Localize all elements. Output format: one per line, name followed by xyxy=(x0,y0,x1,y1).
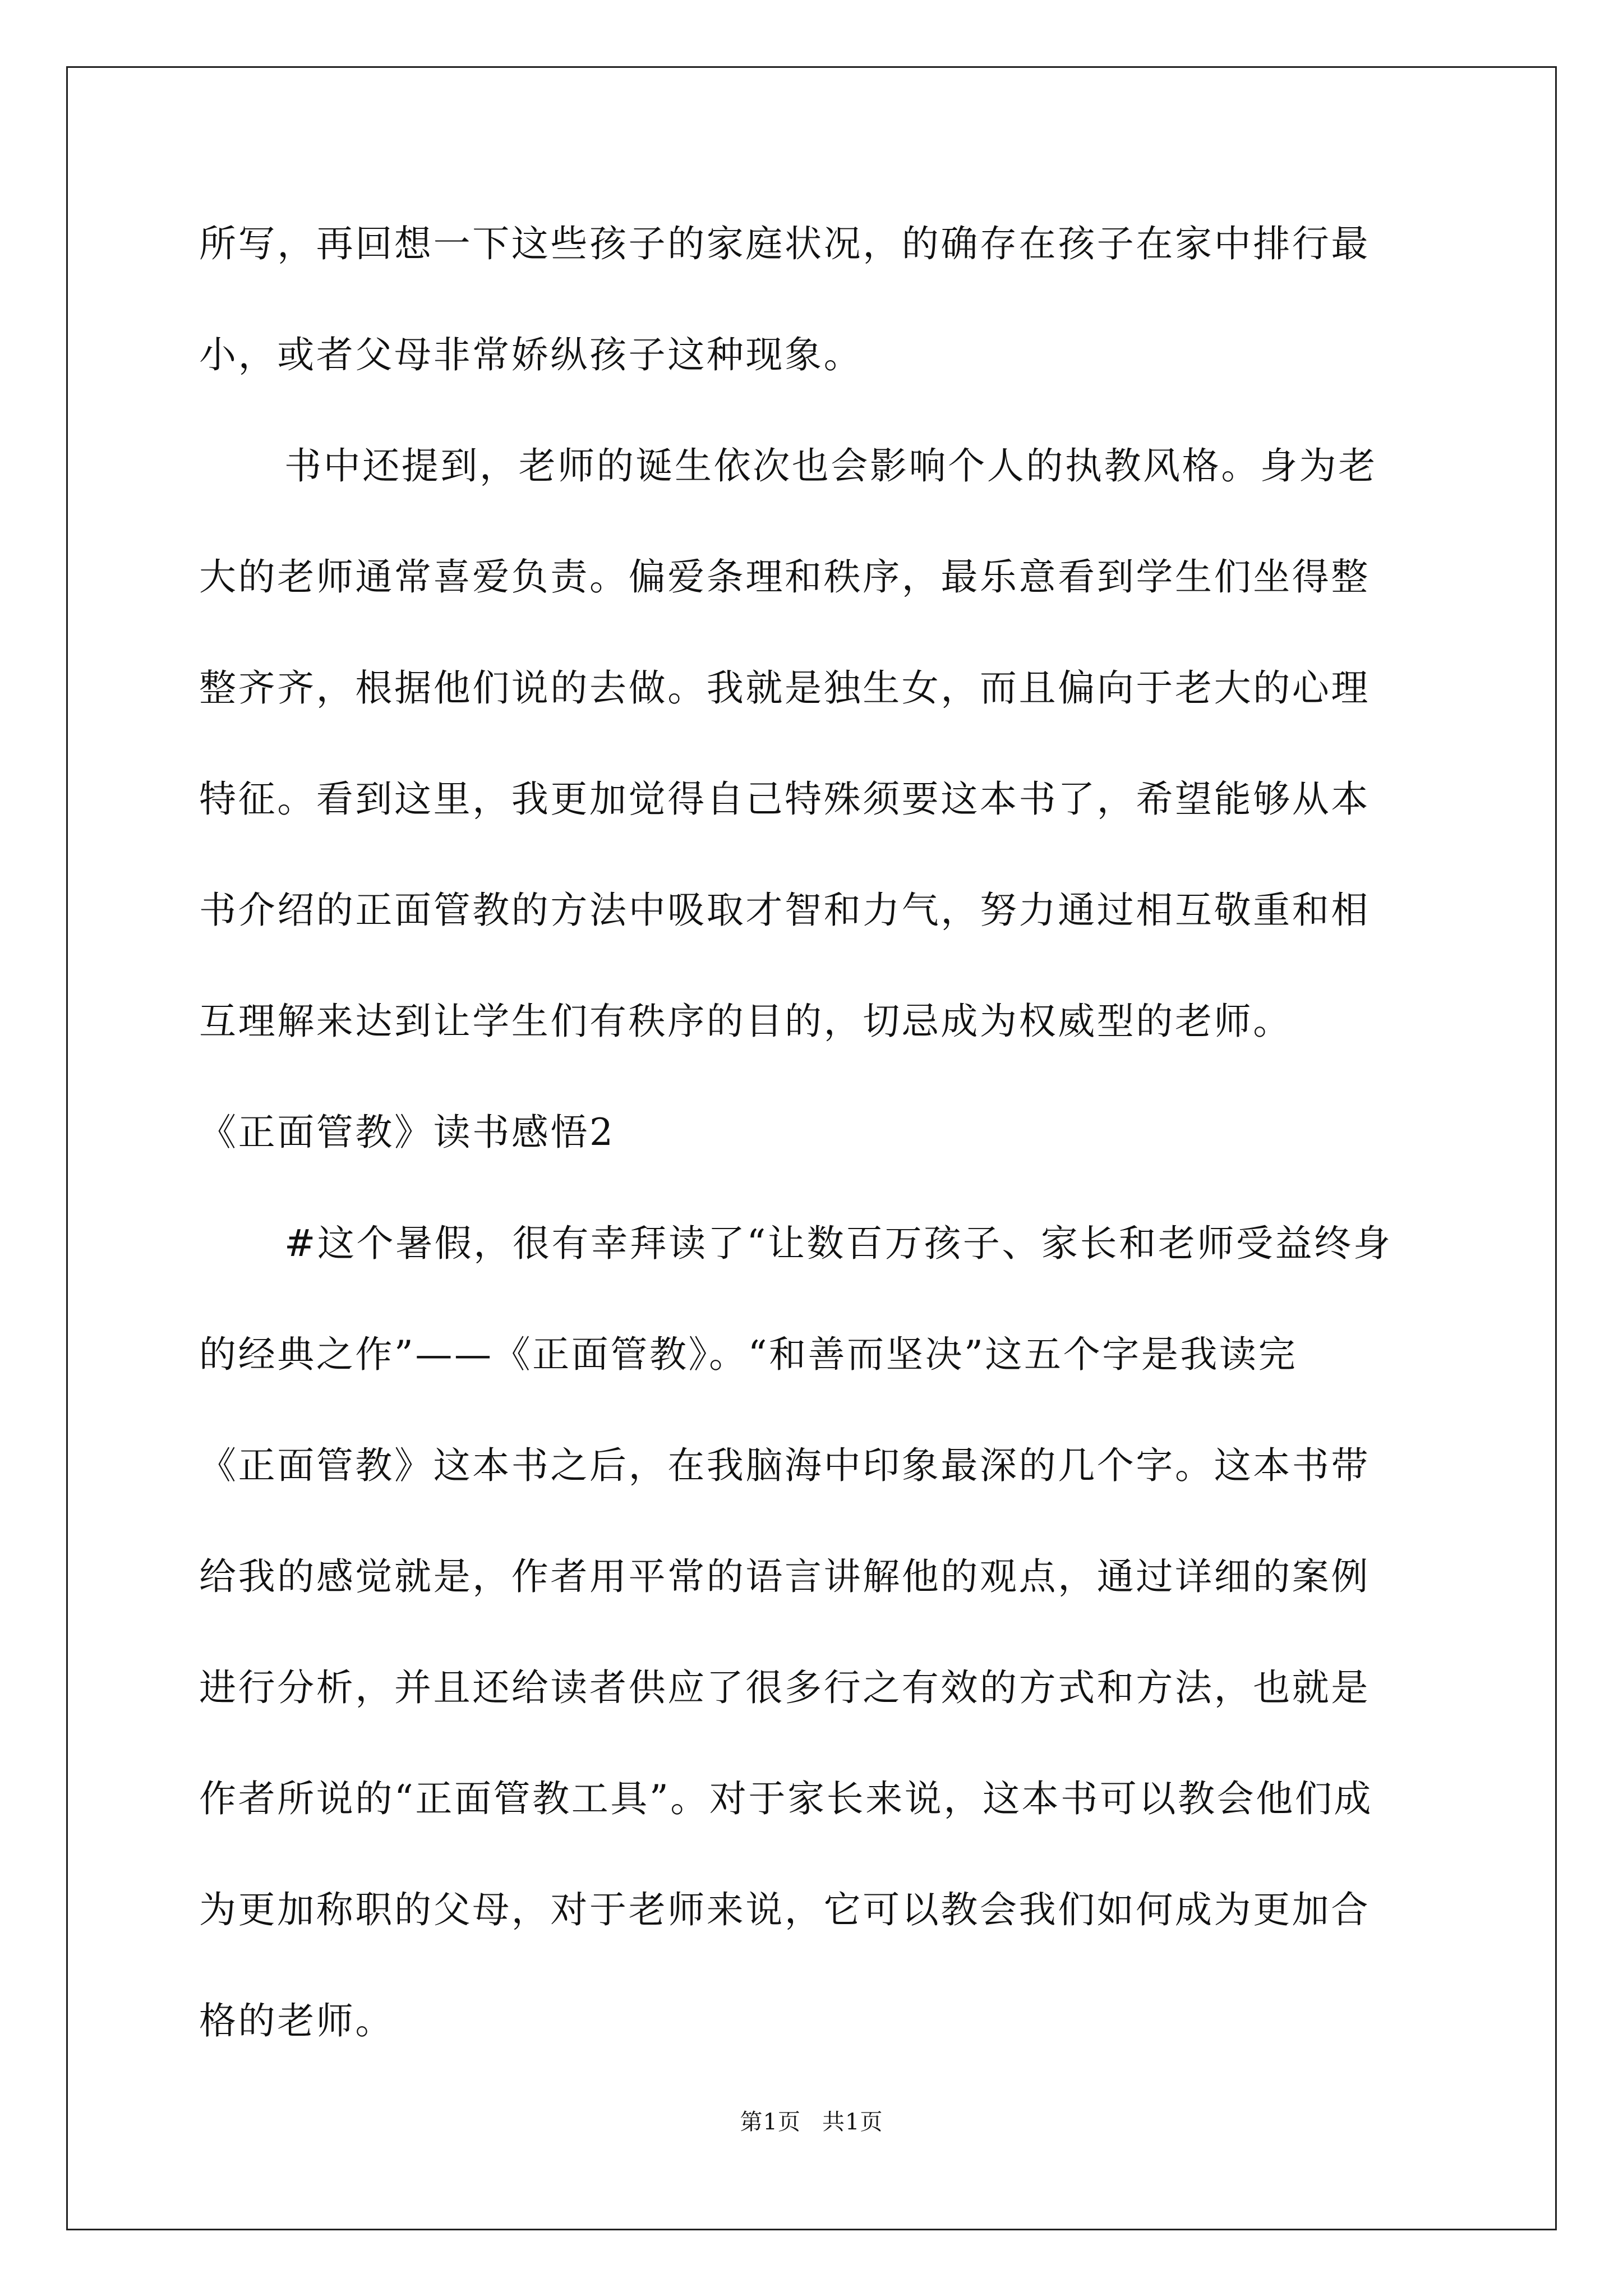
text-line: 格的老师。 xyxy=(199,1999,394,2042)
text-line: 小，或者父母非常娇纵孩子这种现象。 xyxy=(199,333,863,376)
text-line: 所写，再回想一下这些孩子的家庭状况，的确存在孩子在家中排行最 xyxy=(199,222,1370,265)
document-body xyxy=(199,216,1430,2049)
section-heading: 《正面管教》读书感悟2 xyxy=(199,1111,615,1154)
page-number-total: 共1页 xyxy=(822,2109,883,2135)
text-line: 书介绍的正面管教的方法中吸取才智和力气，努力通过相互敬重和相 xyxy=(199,889,1370,932)
page-number-current: 第1页 xyxy=(740,2109,801,2135)
text-line: 特征。看到这里，我更加觉得自己特殊须要这本书了，希望能够从本 xyxy=(199,777,1370,821)
text-line: 大的老师通常喜爱负责。偏爱条理和秩序，最乐意看到学生们坐得整 xyxy=(199,555,1370,599)
text-line: #这个暑假，很有幸拜读了“让数百万孩子、家长和老师受益终身 xyxy=(284,1222,1393,1265)
text-line: 书中还提到，老师的诞生依次也会影响个人的执教风格。身为老 xyxy=(284,444,1377,487)
text-line: 作者所说的“正面管教工具”。对于家长来说，这本书可以教会他们成 xyxy=(199,1777,1373,1820)
page-footer xyxy=(0,2108,1623,2136)
text-line: 互理解来达到让学生们有秩序的目的，切忌成为权威型的老师。 xyxy=(199,1000,1292,1043)
text-line: 进行分析，并且还给读者供应了很多行之有效的方式和方法，也就是 xyxy=(199,1666,1370,1709)
text-line: 整齐齐，根据他们说的去做。我就是独生女，而且偏向于老大的心理 xyxy=(199,666,1370,710)
text-line: 的经典之作”——《正面管教》。“和善而坚决”这五个字是我读完 xyxy=(199,1333,1298,1376)
text-line: 为更加称职的父母，对于老师来说，它可以教会我们如何成为更加合 xyxy=(199,1888,1370,1931)
text-line: 给我的感觉就是，作者用平常的语言讲解他的观点，通过详细的案例 xyxy=(199,1555,1370,1598)
text-line: 《正面管教》这本书之后，在我脑海中印象最深的几个字。这本书带 xyxy=(199,1444,1370,1487)
